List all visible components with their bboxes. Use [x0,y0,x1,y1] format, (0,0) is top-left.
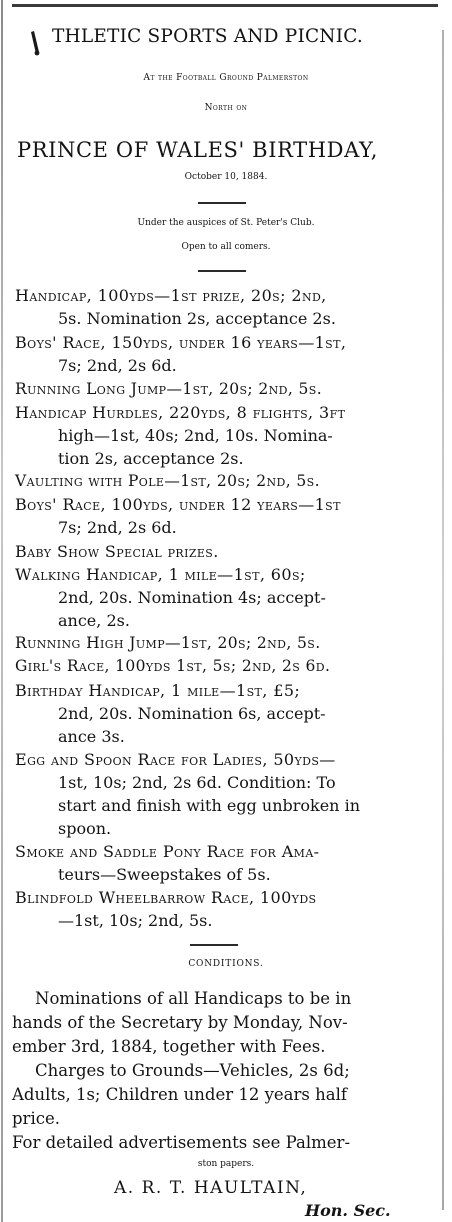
conditions-line: Nominations of all Handicaps to be in [35,989,352,1008]
drop-cap-ornament [30,30,42,56]
event-line: Boys' Race, 100yds, under 12 years—1st [15,495,341,514]
event-line: teurs—Sweepstakes of 5s. [58,865,271,884]
event-line: Egg and Spoon Race for Ladies, 50yds— [15,750,336,769]
event-line: Boys' Race, 150yds, under 16 years—1st, [15,333,347,352]
event-line: ance 3s. [58,727,125,746]
event-line: 2nd, 20s. Nomination 6s, accept- [58,704,326,723]
divider [190,944,238,946]
event-line: Handicap Hurdles, 220yds, 8 flights, 3ft [15,403,346,422]
event-line: Baby Show Special prizes. [15,542,219,561]
auspices-line: Open to all comers. [181,242,271,252]
left-column-edge [1,0,3,1222]
conditions-line: ston papers. [197,1159,255,1169]
event-date: October 10, 1884. [184,172,268,182]
event-line: Smoke and Saddle Pony Race for Ama- [15,842,320,861]
secretary-name: A. R. T. HAULTAIN, [114,1178,308,1198]
event-line: Running High Jump—1st, 20s; 2nd, 5s. [15,634,321,652]
event-line: 5s. Nomination 2s, acceptance 2s. [58,309,336,328]
event-line: high—1st, 40s; 2nd, 10s. Nomina- [58,426,333,445]
conditions-line: Charges to Grounds—Vehicles, 2s 6d; [35,1061,350,1080]
event-line: 2nd, 20s. Nomination 4s; accept- [58,588,326,607]
conditions-line: ember 3rd, 1884, together with Fees. [12,1037,326,1056]
event-line: 7s; 2nd, 2s 6d. [58,518,177,537]
venue-line: At the Football Ground Palmerston [143,73,309,83]
event-line: 1st, 10s; 2nd, 2s 6d. Condition: To [58,773,336,792]
right-column-edge [442,30,444,1210]
event-line: Girl's Race, 100yds 1st, 5s; 2nd, 2s 6d. [15,657,331,675]
event-line: start and finish with egg unbroken in [58,796,360,815]
conditions-line: Adults, 1s; Children under 12 years half [12,1085,347,1104]
divider [198,270,246,272]
conditions-line: hands of the Secretary by Monday, Nov- [12,1013,348,1032]
conditions-heading: CONDITIONS. [188,959,264,969]
occasion-heading: PRINCE OF WALES' BIRTHDAY, [17,138,379,162]
venue-line-2: North on [204,103,248,113]
event-line: ance, 2s. [58,611,130,630]
event-line: Running Long Jump—1st, 20s; 2nd, 5s. [15,380,323,398]
headline: THLETIC SPORTS AND PICNIC. [52,26,363,47]
event-line: Walking Handicap, 1 mile—1st, 60s; [15,565,306,584]
event-line: Vaulting with Pole—1st, 20s; 2nd, 5s. [15,472,320,490]
conditions-line: For detailed advertisements see Palmer- [12,1133,351,1152]
event-line: —1st, 10s; 2nd, 5s. [58,911,213,930]
event-line: Birthday Handicap, 1 mile—1st, £5; [15,681,301,700]
divider [198,202,246,204]
event-line: Blindfold Wheelbarrow Race, 100yds [15,888,317,907]
event-line: spoon. [58,819,112,838]
auspices-line: Under the auspices of St. Peter's Club. [137,218,315,228]
event-line: tion 2s, acceptance 2s. [58,449,244,468]
conditions-line: price. [12,1109,60,1128]
event-line: Handicap, 100yds—1st prize, 20s; 2nd, [15,286,327,305]
secretary-title: Hon. Sec. [305,1201,391,1220]
top-rule [12,4,438,7]
event-line: 7s; 2nd, 2s 6d. [58,356,177,375]
